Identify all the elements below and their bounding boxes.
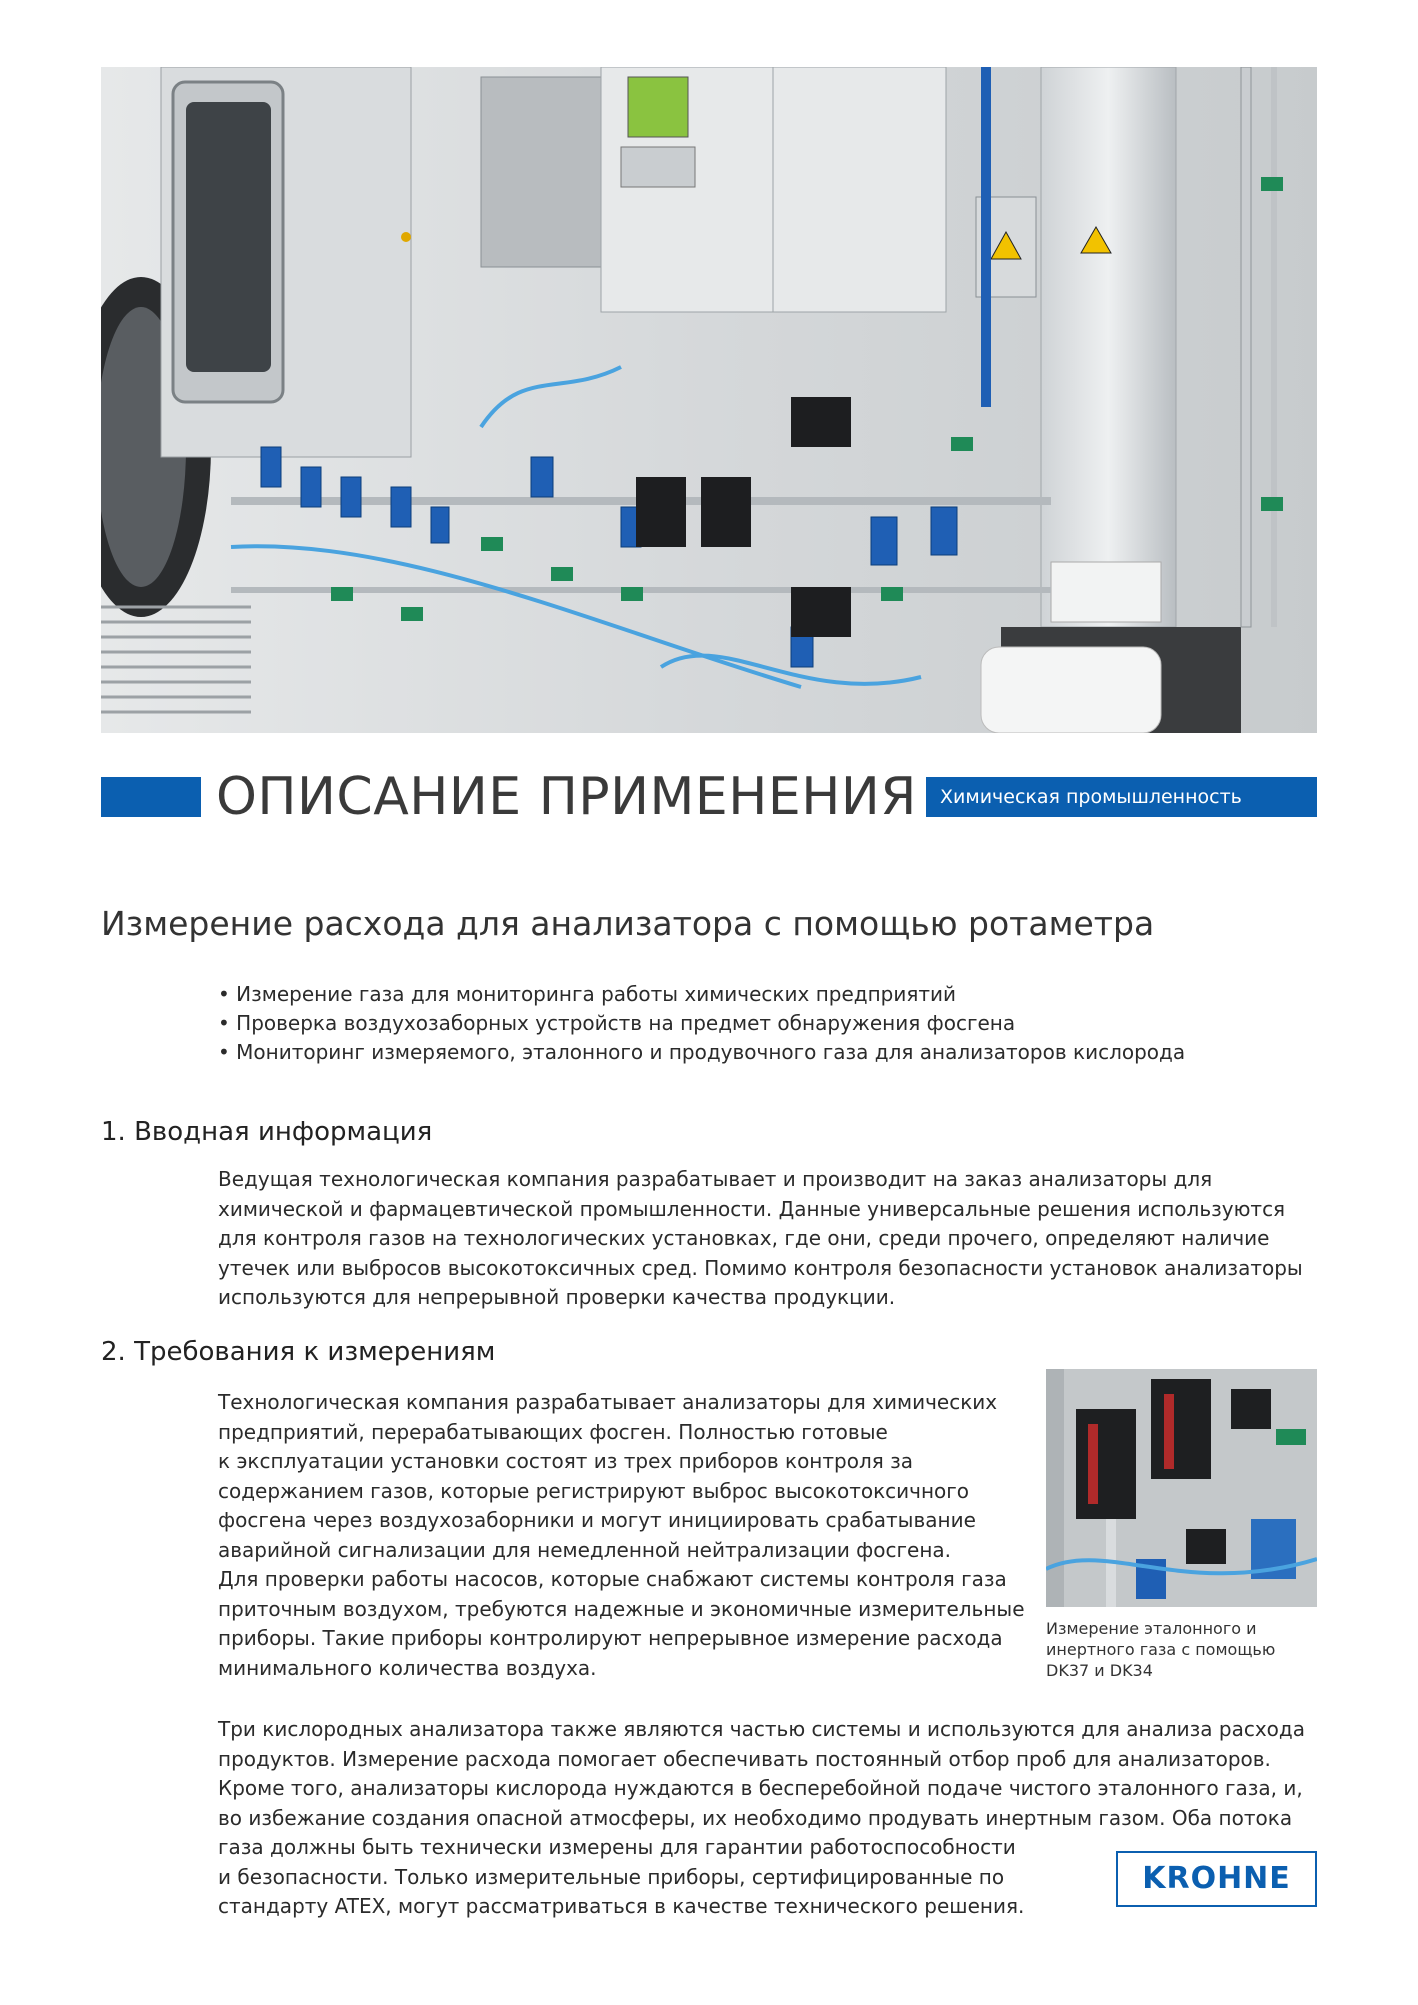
paragraph-line: Для проверки работы насосов, которые снабжают системы контроля газа	[218, 1567, 1007, 1591]
paragraph-line: стандарту ATEX, могут рассматриваться в качестве технического решения.	[218, 1894, 1025, 1918]
krohne-logo: KROHNE	[1116, 1851, 1317, 1907]
caption-line: Измерение эталонного и	[1046, 1619, 1257, 1638]
paragraph-line: газа должны быть технически измерены для гарантии работоспособности	[218, 1835, 1016, 1859]
paragraph-line: химической и фармацевтической промышленности. Данные универсальные решения используются	[218, 1196, 1286, 1221]
key-points-list	[218, 980, 1185, 1067]
list-item: • Мониторинг измеряемого, эталонного и продувочного газа для анализаторов кислорода	[218, 1038, 1185, 1067]
page-title: ОПИСАНИЕ ПРИМЕНЕНИЯ	[216, 767, 917, 827]
rotameter-illustration	[1046, 1369, 1317, 1607]
paragraph-line: продуктов. Измерение расхода помогает обеспечивать постоянный отбор проб для анализаторов.	[218, 1746, 1271, 1771]
paragraph-line: Технологическая компания разрабатывает анализаторы для химических	[218, 1390, 998, 1414]
paragraph-line: предприятий, перерабатывающих фосген. Полностью готовые	[218, 1419, 888, 1444]
section-2-heading: 2. Требования к измерениям	[101, 1337, 496, 1367]
paragraph-line: фосгена через воздухозаборники и могут инициировать срабатывание	[218, 1508, 976, 1532]
flowmeter-inset-photo	[1046, 1369, 1317, 1607]
paragraph-line: и безопасности. Только измерительные приборы, сертифицированные по	[218, 1864, 1005, 1889]
industrial-analyzer-panel-illustration	[101, 67, 1317, 733]
title-accent-bar	[101, 777, 201, 817]
hero-photo	[101, 67, 1317, 733]
section-2-paragraph	[218, 1388, 1025, 1683]
paragraph-line: приточным воздухом, требуются надежные и экономичные измерительные	[218, 1596, 1025, 1621]
paragraph-line: во избежание создания опасной атмосферы, их необходимо продувать инертным газом. Оба потока	[218, 1805, 1293, 1830]
paragraph-line: Три кислородных анализатора также являются частью системы и используются для анализа расхода	[218, 1717, 1305, 1741]
paragraph-line: Ведущая технологическая компания разрабатывает и производит на заказ анализаторы для	[218, 1167, 1213, 1191]
list-item: • Измерение газа для мониторинга работы химических предприятий	[218, 980, 1185, 1009]
paragraph-line: для контроля газов на технологических установках, где они, среди прочего, определяют наличие	[218, 1226, 1270, 1250]
paragraph-line: утечек или выбросов высокотоксичных сред. Помимо контроля безопасности установок анализаторы	[218, 1255, 1303, 1280]
section-1-heading: 1. Вводная информация	[101, 1117, 433, 1147]
list-item: • Проверка воздухозаборных устройств на предмет обнаружения фосгена	[218, 1009, 1185, 1038]
paragraph-line: приборы. Такие приборы контролируют непрерывное измерение расхода	[218, 1626, 1003, 1650]
caption-line: инертного газа с помощью	[1046, 1640, 1276, 1659]
document-subtitle: Измерение расхода для анализатора с помощью ротаметра	[101, 904, 1155, 943]
caption-line: DK37 и DK34	[1046, 1661, 1153, 1680]
paragraph-line: Кроме того, анализаторы кислорода нуждаются в бесперебойной подаче чистого эталонного газа, и,	[218, 1776, 1303, 1800]
paragraph-line: к эксплуатации установки состоят из трех приборов контроля за	[218, 1449, 914, 1473]
section-1-paragraph	[218, 1165, 1303, 1313]
paragraph-line: используются для непрерывной проверки качества продукции.	[218, 1285, 896, 1309]
inset-caption	[1046, 1618, 1317, 1681]
paragraph-line: аварийной сигнализации для немедленной нейтрализации фосгена.	[218, 1537, 952, 1562]
paragraph-line: содержанием газов, которые регистрируют выброс высокотоксичного	[218, 1478, 970, 1503]
industry-badge: Химическая промышленность	[926, 777, 1317, 817]
paragraph-line: минимального количества воздуха.	[218, 1655, 597, 1680]
